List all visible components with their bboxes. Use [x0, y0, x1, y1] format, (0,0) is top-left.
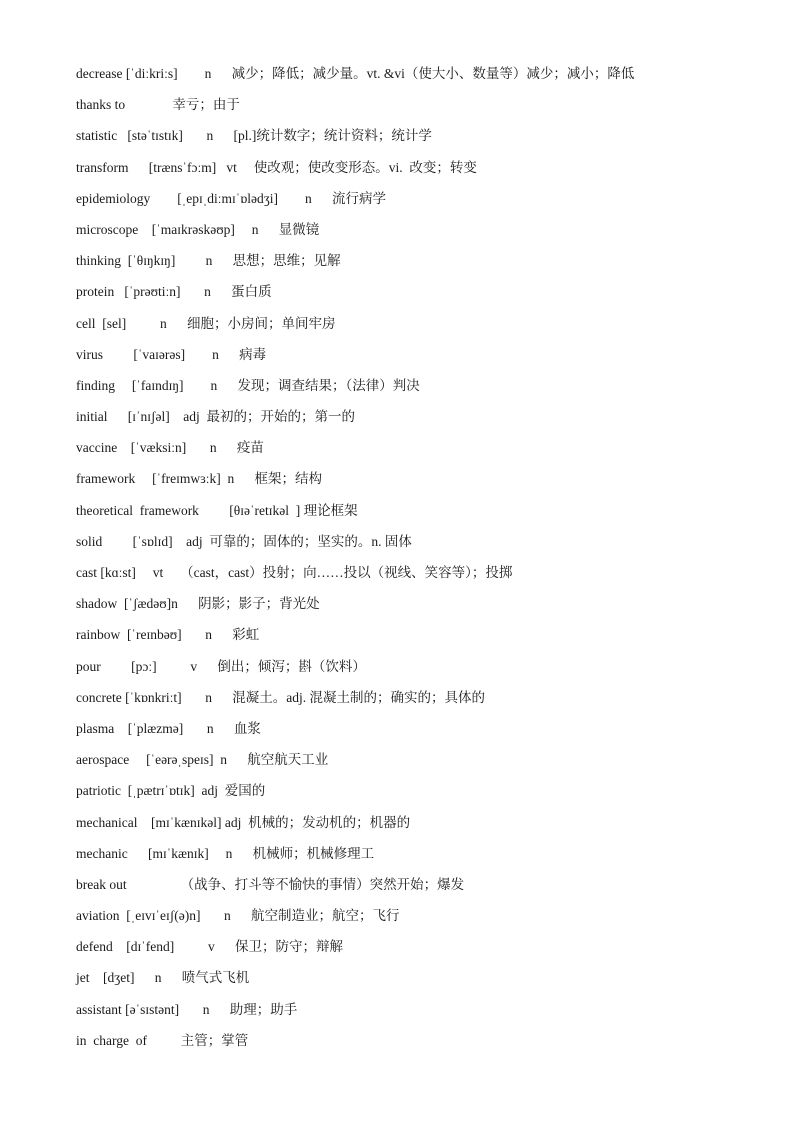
vocab-entry-assistant: assistant [əˈsɪstənt] n 助理；助手 [76, 1001, 298, 1017]
vocab-entry-mechanic: mechanic [mɪˈkænɪk] n 机械师；机械修理工 [76, 845, 375, 861]
vocab-entry-finding: finding [ˈfaɪndɪŋ] n 发现；调查结果；（法律）判决 [76, 377, 420, 393]
vocab-entry-solid: solid [ˈsɒlɪd] adj 可靠的；固体的；坚实的。n. 固体 [76, 533, 412, 549]
vocab-entry-virus: virus [ˈvaɪərəs] n 病毒 [76, 346, 267, 362]
vocab-entry-thinking: thinking [ˈθɪŋkɪŋ] n 思想；思维；见解 [76, 253, 341, 269]
vocab-entry-framework: framework [ˈfreɪmwɜːk] n 框架；结构 [76, 471, 322, 487]
vocab-entry-defend: defend [dɪˈfend] v 保卫；防守；辩解 [76, 939, 343, 955]
vocab-entry-cast: cast [kɑːst] vt （cast，cast）投射；向……投以（视线、笑容等）；投掷 [76, 565, 513, 580]
vocab-entry-thanks-to: thanks to 幸亏；由于 [76, 97, 240, 113]
vocab-entry-concrete: concrete [ˈkɒnkriːt] n 混凝土。adj. 混凝土制的；确实的；具体的 [76, 689, 486, 705]
vocab-entry-transform: transform [trænsˈfɔːm] vt 使改观；使改变形态。vi. 改变；转变 [76, 159, 477, 175]
vocab-entry-break-out: break out （战争、打斗等不愉快的事情）突然开始；爆发 [76, 876, 465, 892]
vocab-entry-microscope: microscope [ˈmaɪkrəskəʊp] n 显微镜 [76, 221, 320, 237]
vocab-entry-in-charge-of: in charge of 主管；掌管 [76, 1032, 249, 1048]
vocab-entry-decrease: decrease [ˈdiːkriːs] n 减少；降低；减少量。vt. &vi（使大小、数量等）减少；减小；降低 [76, 66, 635, 81]
vocab-entry-pour: pour [pɔː] v 倒出；倾泻；斟（饮料） [76, 658, 366, 674]
vocab-entry-aerospace: aerospace [ˈeərəˌspeɪs] n 航空航天工业 [76, 752, 329, 768]
vocab-entry-shadow: shadow [ˈʃædəʊ]n 阴影；影子；背光处 [76, 596, 320, 612]
vocab-entry-epidemiology: epidemiology [ˌepɪˌdiːmɪˈɒlədʒi] n 流行病学 [76, 190, 387, 206]
vocab-entry-jet: jet [dʒet] n 喷气式飞机 [76, 970, 250, 986]
vocab-entry-statistic: statistic [stəˈtɪstɪk] n [pl.]统计数字；统计资料；统计学 [76, 128, 432, 144]
vocab-entry-mechanical: mechanical [mɪˈkænɪkəl] adj 机械的；发动机的；机器的 [76, 814, 411, 830]
vocab-entry-aviation: aviation [ˌeɪvɪˈeɪʃ(ə)n] n 航空制造业；航空；飞行 [76, 908, 400, 924]
vocab-entry-rainbow: rainbow [ˈreɪnbəʊ] n 彩虹 [76, 627, 260, 643]
vocab-entry-plasma: plasma [ˈplæzmə] n 血浆 [76, 720, 261, 736]
vocabulary-list [76, 58, 776, 1056]
vocab-entry-patriotic: patriotic [ˌpætrɪˈɒtɪk] adj 爱国的 [76, 783, 266, 799]
vocab-entry-initial: initial [ɪˈnɪʃəl] adj 最初的；开始的；第一的 [76, 409, 355, 425]
vocab-entry-vaccine: vaccine [ˈvæksiːn] n 疫苗 [76, 440, 264, 456]
vocab-entry-protein: protein [ˈprəʊtiːn] n 蛋白质 [76, 284, 272, 300]
vocab-entry-cell: cell [sel] n 细胞；小房间；单间牢房 [76, 315, 336, 331]
vocab-entry-theoretical-framework: theoretical framework [θɪəˈretɪkəl ] 理论框架 [76, 502, 358, 518]
